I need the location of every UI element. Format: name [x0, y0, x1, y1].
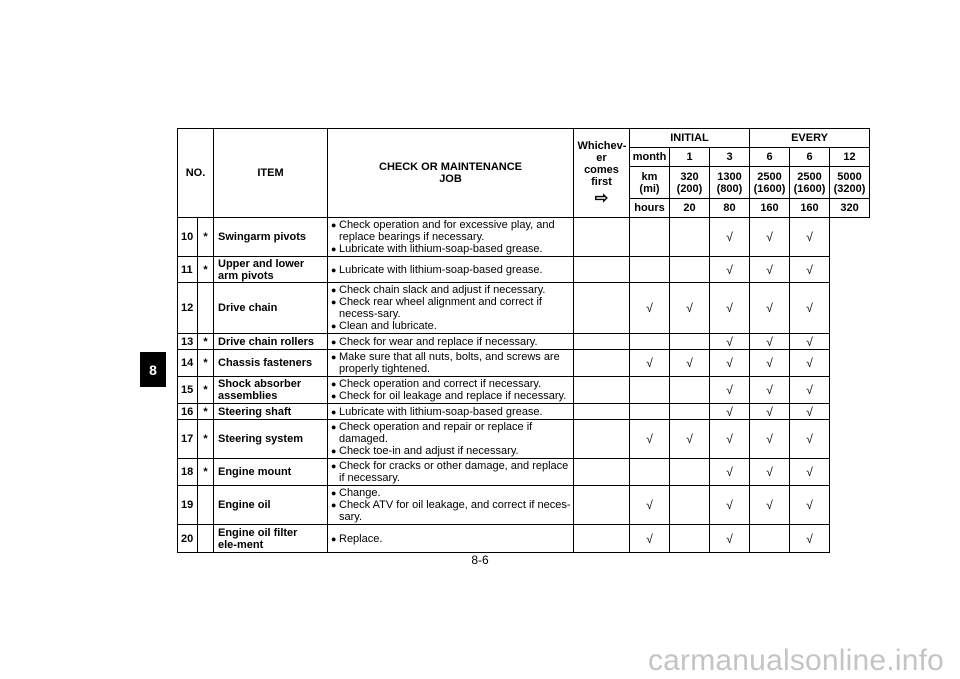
check-cell: [630, 283, 670, 334]
check-cell: [790, 459, 830, 486]
job-cell: [328, 459, 574, 486]
item-name-text: Steering shaft: [218, 405, 292, 418]
job-text: Lubricate with lithium-soap-based grease.: [339, 263, 543, 276]
check-cell: [630, 350, 670, 377]
item-name-text: Swingarm pivots: [218, 231, 307, 243]
check-mark-icon: √: [806, 383, 813, 397]
bullet-icon: ●: [331, 336, 337, 347]
km-cell-3: [790, 167, 830, 199]
check-mark-icon: √: [806, 356, 813, 370]
bullet-icon: ●: [331, 297, 337, 307]
job-item: [331, 487, 571, 499]
hours-cell-4: [830, 199, 870, 218]
item-name-text: Engine oil: [218, 499, 271, 511]
dealer-star: *: [198, 334, 214, 350]
check-mark-icon: √: [806, 404, 813, 419]
header-no: NO.: [178, 129, 214, 218]
check-mark-icon: √: [646, 531, 653, 546]
job-cell: [328, 257, 574, 283]
hours-cell-text: 20: [683, 202, 696, 214]
check-cell: [750, 283, 790, 334]
header-hours-label: hours: [630, 199, 670, 218]
check-mark-icon: √: [646, 301, 653, 315]
km-cell-0: [670, 167, 710, 199]
check-mark-icon: √: [726, 498, 733, 512]
bullet-icon: ●: [331, 446, 337, 456]
check-cell: [790, 525, 830, 553]
check-cell: [630, 334, 670, 350]
header-month-label: month: [630, 148, 670, 167]
check-cell: [710, 257, 750, 283]
check-cell: [750, 404, 790, 420]
bullet-icon: ●: [331, 391, 337, 401]
check-mark-icon: √: [806, 531, 813, 546]
dealer-star: *: [198, 377, 214, 404]
check-mark-icon: √: [726, 465, 733, 479]
check-mark-icon: √: [766, 432, 773, 446]
header-every: EVERY: [750, 129, 870, 148]
table-row: [178, 257, 870, 283]
job-item: [331, 351, 571, 375]
check-mark-icon: √: [766, 230, 773, 244]
check-cell: [790, 350, 830, 377]
check-cell: [710, 377, 750, 404]
check-cell: [670, 283, 710, 334]
job-text: Change.: [339, 487, 381, 499]
header-job: [328, 129, 574, 218]
check-mark-icon: √: [726, 404, 733, 419]
whichever-cell: [574, 350, 630, 377]
table-row: [178, 218, 870, 257]
check-cell: [790, 404, 830, 420]
whichever-cell: [574, 334, 630, 350]
hours-cell-1: [710, 199, 750, 218]
check-mark-icon: √: [686, 356, 693, 370]
job-text: Replace.: [339, 532, 383, 545]
whichever-cell: [574, 525, 630, 553]
job-cell: [328, 218, 574, 257]
check-mark-icon: √: [726, 262, 733, 277]
row-number: 14: [178, 350, 198, 377]
hours-cell-text: 320: [840, 202, 859, 214]
check-cell: [710, 334, 750, 350]
job-text: Check rear wheel alignment and correct if necess-sary.: [339, 296, 542, 320]
check-cell: [790, 486, 830, 525]
row-number: 11: [178, 257, 198, 283]
check-cell: [630, 377, 670, 404]
check-cell: [750, 257, 790, 283]
watermark: carmanualsonline.info: [647, 644, 944, 677]
check-cell: [750, 486, 790, 525]
km-cell-text: 320 (200): [676, 170, 703, 195]
check-mark-icon: √: [646, 432, 653, 446]
bullet-icon: ●: [331, 488, 337, 498]
job-text: Lubricate with lithium-soap-based grease.: [339, 243, 543, 255]
item-name-text: Steering system: [218, 433, 303, 445]
check-cell: [670, 377, 710, 404]
item-name-text: Drive chain rollers: [218, 335, 314, 348]
check-mark-icon: √: [686, 301, 693, 315]
item-name-text: Engine mount: [218, 466, 292, 478]
dealer-star: *: [198, 404, 214, 420]
bullet-icon: ●: [331, 406, 337, 417]
check-mark-icon: √: [766, 334, 773, 349]
check-cell: [630, 525, 670, 553]
month-cell-text: 3: [726, 151, 733, 163]
job-item: [331, 378, 571, 390]
km-cell-2: [750, 167, 790, 199]
check-cell: [670, 334, 710, 350]
check-mark-icon: √: [766, 498, 773, 512]
bullet-icon: ●: [331, 285, 337, 295]
header-km-label: [630, 167, 670, 199]
item-name-text: Shock absorber assemblies: [218, 378, 302, 402]
table-row: [178, 283, 870, 334]
check-cell: [710, 459, 750, 486]
job-item: [331, 406, 571, 418]
item-name-text: Chassis fasteners: [218, 357, 313, 369]
km-cell-text: 2500 (1600): [793, 170, 826, 195]
check-cell: [790, 420, 830, 459]
row-number: 17: [178, 420, 198, 459]
check-mark-icon: √: [726, 356, 733, 370]
check-cell: [710, 350, 750, 377]
row-number: 10: [178, 218, 198, 257]
check-mark-icon: √: [806, 465, 813, 479]
item-name: [214, 420, 328, 459]
job-text: Clean and lubricate.: [339, 320, 437, 332]
whichever-cell: [574, 218, 630, 257]
job-cell: [328, 525, 574, 553]
job-text: Check toe-in and adjust if necessary.: [339, 445, 519, 457]
table-row: [178, 334, 870, 350]
check-mark-icon: √: [726, 383, 733, 397]
hours-cell-text: 160: [800, 202, 819, 214]
bullet-icon: ●: [331, 220, 337, 230]
item-name-text: Upper and lower arm pivots: [218, 257, 305, 282]
item-name: [214, 257, 328, 283]
whichever-cell: [574, 459, 630, 486]
check-cell: [670, 404, 710, 420]
km-cell-text: 5000 (3200): [833, 170, 866, 195]
month-cell-text: 6: [806, 151, 813, 163]
job-item: [331, 219, 571, 243]
check-cell: [670, 525, 710, 553]
header-job-label: CHECK OR MAINTENANCE JOB: [379, 161, 522, 185]
whichever-cell: [574, 377, 630, 404]
job-item: [331, 390, 571, 402]
month-cell-2: [750, 148, 790, 167]
job-text: Lubricate with lithium-soap-based grease.: [339, 405, 543, 418]
job-item: [331, 284, 571, 296]
month-cell-0: [670, 148, 710, 167]
job-text: Make sure that all nuts, bolts, and screws are properly tightened.: [339, 351, 560, 375]
job-item: [331, 243, 571, 255]
dealer-star: [198, 486, 214, 525]
check-cell: [710, 486, 750, 525]
bullet-icon: ●: [331, 461, 337, 471]
chapter-tab-label: 8: [149, 361, 157, 378]
job-item: [331, 499, 571, 523]
item-name: [214, 283, 328, 334]
check-mark-icon: √: [766, 383, 773, 397]
right-arrow-icon: ⇨: [594, 189, 609, 207]
row-number: 20: [178, 525, 198, 553]
row-number: 19: [178, 486, 198, 525]
job-item: [331, 296, 571, 320]
job-cell: [328, 377, 574, 404]
job-text: Check for wear and replace if necessary.: [339, 335, 538, 348]
month-cell-1: [710, 148, 750, 167]
table-row: [178, 420, 870, 459]
km-cell-4: [830, 167, 870, 199]
chapter-tab: [140, 352, 166, 387]
check-mark-icon: √: [766, 465, 773, 479]
job-item: [331, 460, 571, 484]
check-cell: [710, 283, 750, 334]
check-cell: [790, 218, 830, 257]
whichever-cell: [574, 486, 630, 525]
header-whichever-label: Whichev-er comes first: [577, 139, 627, 188]
header-initial: INITIAL: [630, 129, 750, 148]
whichever-cell: [574, 420, 630, 459]
row-number: 15: [178, 377, 198, 404]
bullet-icon: ●: [331, 321, 337, 331]
header-km-text: km (mi): [639, 170, 660, 195]
dealer-star: *: [198, 350, 214, 377]
bullet-icon: ●: [331, 533, 337, 544]
km-cell-text: 2500 (1600): [753, 170, 786, 195]
check-cell: [670, 486, 710, 525]
job-cell: [328, 486, 574, 525]
check-mark-icon: √: [806, 498, 813, 512]
item-name: [214, 486, 328, 525]
job-text: Check operation and correct if necessary.: [339, 378, 542, 390]
check-cell: [630, 404, 670, 420]
check-cell: [790, 257, 830, 283]
job-text: Check chain slack and adjust if necessary.: [339, 284, 546, 296]
check-cell: [750, 350, 790, 377]
check-mark-icon: √: [806, 334, 813, 349]
check-cell: [710, 404, 750, 420]
job-item: [331, 264, 571, 276]
dealer-star: [198, 525, 214, 553]
whichever-cell: [574, 404, 630, 420]
bullet-icon: ●: [331, 352, 337, 362]
maintenance-table: [177, 128, 870, 553]
check-mark-icon: √: [806, 432, 813, 446]
table-row: [178, 350, 870, 377]
item-name-text: Engine oil filter ele-ment: [218, 526, 298, 551]
check-mark-icon: √: [646, 498, 653, 512]
job-item: [331, 533, 571, 545]
check-cell: [630, 218, 670, 257]
job-text: Check operation and repair or replace if damaged.: [339, 421, 533, 445]
check-cell: [750, 420, 790, 459]
check-cell: [670, 459, 710, 486]
check-mark-icon: √: [806, 262, 813, 277]
check-mark-icon: √: [726, 230, 733, 244]
bullet-icon: ●: [331, 264, 337, 275]
item-name: [214, 377, 328, 404]
check-cell: [750, 218, 790, 257]
job-item: [331, 445, 571, 457]
check-mark-icon: √: [726, 334, 733, 349]
dealer-star: *: [198, 420, 214, 459]
check-mark-icon: √: [726, 531, 733, 546]
bullet-icon: ●: [331, 244, 337, 254]
job-item: [331, 421, 571, 445]
check-mark-icon: √: [726, 432, 733, 446]
check-mark-icon: √: [766, 262, 773, 277]
item-name: [214, 525, 328, 553]
dealer-star: *: [198, 218, 214, 257]
job-item: [331, 320, 571, 332]
item-name: [214, 459, 328, 486]
month-cell-4: [830, 148, 870, 167]
header-item: ITEM: [214, 129, 328, 218]
check-cell: [790, 377, 830, 404]
check-mark-icon: √: [646, 356, 653, 370]
job-text: Check for cracks or other damage, and replace if necessary.: [339, 460, 569, 484]
table-row: [178, 459, 870, 486]
check-mark-icon: √: [766, 404, 773, 419]
dealer-star: *: [198, 257, 214, 283]
check-mark-icon: √: [806, 230, 813, 244]
check-mark-icon: √: [686, 432, 693, 446]
bullet-icon: ●: [331, 422, 337, 432]
item-name-text: Drive chain: [218, 302, 278, 314]
check-cell: [630, 486, 670, 525]
bullet-icon: ●: [331, 379, 337, 389]
table-row: [178, 486, 870, 525]
check-cell: [750, 525, 790, 553]
check-cell: [630, 420, 670, 459]
hours-cell-text: 160: [760, 202, 779, 214]
whichever-cell: [574, 257, 630, 283]
check-cell: [670, 218, 710, 257]
check-cell: [750, 377, 790, 404]
check-cell: [630, 459, 670, 486]
check-cell: [670, 257, 710, 283]
whichever-cell: [574, 283, 630, 334]
check-cell: [750, 334, 790, 350]
table-row: [178, 525, 870, 553]
km-cell-1: [710, 167, 750, 199]
row-number: 18: [178, 459, 198, 486]
hours-cell-0: [670, 199, 710, 218]
job-text: Check ATV for oil leakage, and correct if neces-sary.: [339, 499, 571, 523]
item-name: [214, 218, 328, 257]
check-cell: [710, 420, 750, 459]
item-name: [214, 404, 328, 420]
dealer-star: [198, 283, 214, 334]
check-mark-icon: √: [766, 301, 773, 315]
check-mark-icon: √: [726, 301, 733, 315]
dealer-star: *: [198, 459, 214, 486]
check-mark-icon: √: [806, 301, 813, 315]
check-cell: [790, 334, 830, 350]
check-cell: [710, 218, 750, 257]
check-cell: [670, 350, 710, 377]
job-cell: [328, 283, 574, 334]
job-item: [331, 336, 571, 348]
table-row: [178, 377, 870, 404]
job-text: Check for oil leakage and replace if necessary.: [339, 390, 567, 402]
hours-cell-2: [750, 199, 790, 218]
month-cell-text: 6: [766, 151, 773, 163]
job-cell: [328, 404, 574, 420]
month-cell-3: [790, 148, 830, 167]
item-name: [214, 334, 328, 350]
check-cell: [670, 420, 710, 459]
month-cell-text: 1: [686, 151, 693, 163]
km-cell-text: 1300 (800): [716, 170, 743, 195]
row-number: 12: [178, 283, 198, 334]
month-cell-text: 12: [843, 151, 856, 163]
job-text: Check operation and for excessive play, and replace bearings if necessary.: [339, 219, 555, 243]
item-name: [214, 350, 328, 377]
row-number: 13: [178, 334, 198, 350]
table-row: [178, 404, 870, 420]
header-whichever: [574, 129, 630, 218]
check-cell: [750, 459, 790, 486]
hours-cell-3: [790, 199, 830, 218]
bullet-icon: ●: [331, 500, 337, 510]
check-cell: [710, 525, 750, 553]
check-cell: [630, 257, 670, 283]
check-mark-icon: √: [766, 356, 773, 370]
job-cell: [328, 350, 574, 377]
job-cell: [328, 420, 574, 459]
job-cell: [328, 334, 574, 350]
check-cell: [790, 283, 830, 334]
page-number: 8-6: [471, 553, 489, 567]
hours-cell-text: 80: [723, 202, 736, 214]
row-number: 16: [178, 404, 198, 420]
